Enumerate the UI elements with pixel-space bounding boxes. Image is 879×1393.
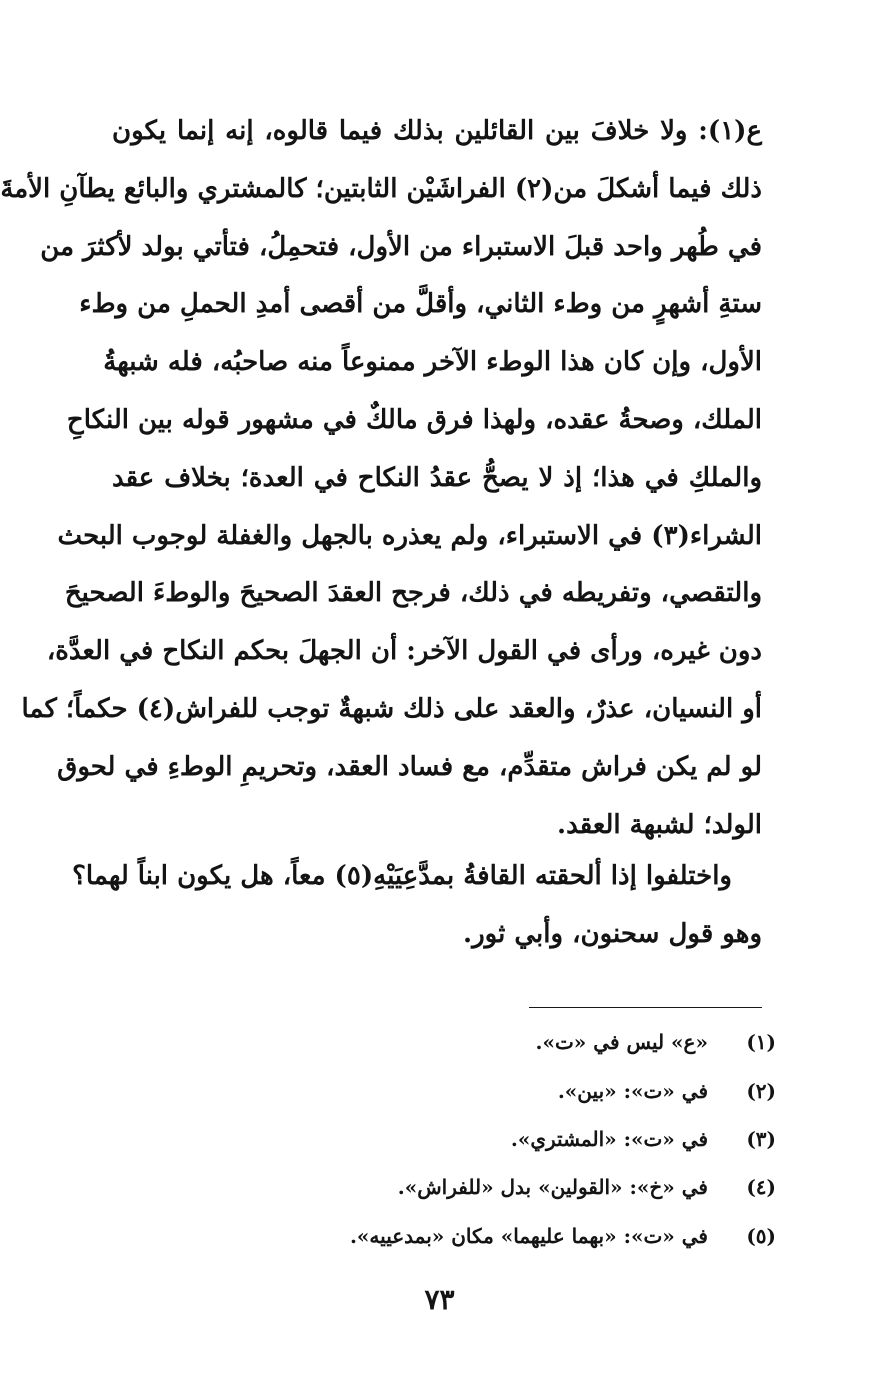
footnote-number: (١): [746, 1030, 776, 1055]
footnote-number: (٤): [746, 1175, 776, 1200]
footnote-item: [176, 1163, 776, 1211]
main-paragraph-1: [0, 103, 763, 854]
footnote-text: في «ت»: «بهما عليهما» مكان «بمدعييه».: [349, 1223, 708, 1248]
text-line: في طُهر واحد قبلَ الاستبراء من الأول، فتحمِلُ، فتأتي بولد لأكثرَ من: [40, 231, 762, 262]
text-line: الشراء(٣) في الاستبراء، ولم يعذره بالجهل والغفلة لوجوب البحث: [57, 520, 762, 551]
text-line: والملكِ في هذا؛ إذ لا يصحُّ عقدُ النكاح في العدة؛ بخلاف عقد: [112, 462, 763, 493]
text-line: ذلك فيما أشكلَ من(٢) الفراشَيْن الثابتين؛ كالمشتري والبائع يطآنِ الأمةَ: [0, 173, 762, 204]
footnote-text: «ع» ليس في «ت».: [535, 1030, 708, 1055]
footnote-text: في «ت»: «المشتري».: [510, 1126, 708, 1151]
text-line: ع(١): ولا خلافَ بين القائلين بذلك فيما قالوه، إنه إنما يكون: [112, 116, 762, 146]
footnote-text: في «خ»: «القولين» بدل «للفراش».: [397, 1175, 708, 1200]
text-line: الملك، وصحةُ عقده، ولهذا فرق مالكٌ في مشهور قوله بين النكاحِ: [66, 404, 762, 435]
text-line: الولد؛ لشبهة العقد.: [557, 809, 762, 840]
footnote-number: (٥): [746, 1223, 776, 1248]
main-paragraph-2: [72, 848, 762, 964]
text-line: وهو قول سحنون، وأبي ثور.: [463, 918, 762, 949]
footnote-text: في «ت»: «بين».: [557, 1078, 708, 1103]
text-line: لو لم يكن فراش متقدِّم، مع فساد العقد، وتحريمِ الوطءِ في لحوق: [57, 751, 762, 782]
footnote-item: [176, 1212, 776, 1260]
text-line: دون غيره، ورأى في القول الآخر: أن الجهلَ بحكم النكاح في العدَّة،: [46, 636, 762, 667]
footnotes-list: [176, 1018, 776, 1260]
footnote-separator: [529, 1007, 762, 1008]
footnote-item: [176, 1018, 776, 1066]
text-line: ستةِ أشهرٍ من وطء الثاني، وأقلَّ من أقصى أمدِ الحملِ من وطء: [79, 289, 762, 320]
footnote-number: (٣): [746, 1126, 776, 1151]
page-number: ٧٣: [424, 1283, 455, 1316]
text-line: أو النسيان، عذرٌ، والعقد على ذلك شبهةٌ توجب للفراش(٤) حكماً؛ كما: [21, 693, 762, 724]
text-line: والتقصي، وتفريطه في ذلك، فرجح العقدَ الصحيحَ والوطءَ الصحيحَ: [64, 578, 762, 609]
text-line: واختلفوا إذا ألحقته القافةُ بمدَّعِيَيْهِ(٥) معاً، هل يكون ابناً لهما؟: [72, 861, 732, 891]
footnote-item: [176, 1066, 776, 1114]
footnote-item: [176, 1115, 776, 1163]
text-line: الأول، وإن كان هذا الوطء الآخر ممنوعاً منه صاحبُه، فله شبهةُ: [103, 347, 762, 378]
footnote-number: (٢): [746, 1078, 776, 1103]
